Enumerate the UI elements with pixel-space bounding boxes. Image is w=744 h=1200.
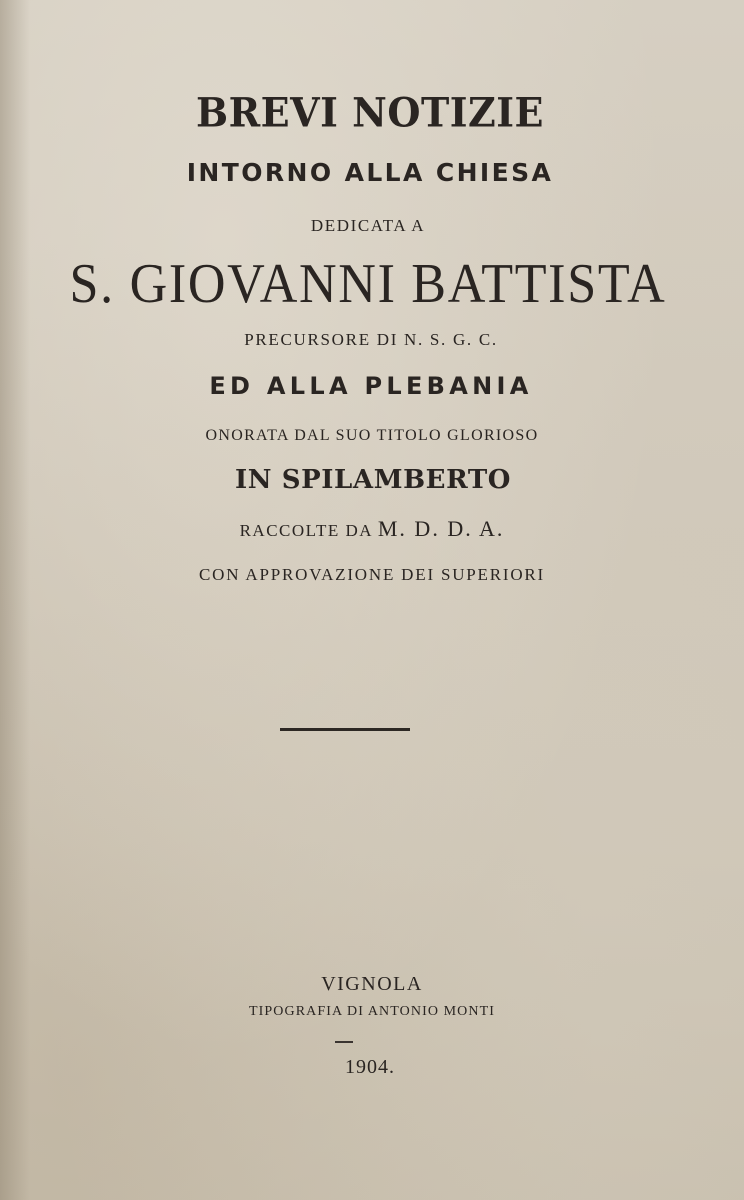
place-line: IN SPILAMBERTO	[234, 465, 512, 495]
approval-line: CON APPROVAZIONE DEI SUPERIORI	[198, 565, 546, 584]
author-line	[0, 518, 744, 540]
honored-by-line: ONORATA DAL SUO TITOLO GLORIOSO	[205, 427, 539, 444]
collected-by-label: RACCOLTE DA	[239, 521, 373, 540]
book-title: BREVI NOTIZIE	[195, 88, 545, 137]
book-subtitle: INTORNO ALLA CHIESA	[186, 158, 554, 187]
imprint-printer: TIPOGRAFIA DI ANTONIO MONTI	[248, 1004, 496, 1019]
second-subject: ED ALLA PLEBANIA	[209, 372, 533, 400]
saint-epithet: PRECURSORE DI N. S. G. C.	[244, 330, 498, 349]
author-initials: M. D. D. A.	[377, 516, 505, 541]
divider-rule	[280, 728, 410, 731]
imprint-year: 1904.	[345, 1056, 395, 1078]
imprint-city: VIGNOLA	[321, 973, 423, 995]
saint-name: S. GIOVANNI BATTISTA	[69, 253, 667, 315]
dedication-label: DEDICATA A	[310, 216, 426, 235]
imprint-dash	[335, 1041, 353, 1043]
